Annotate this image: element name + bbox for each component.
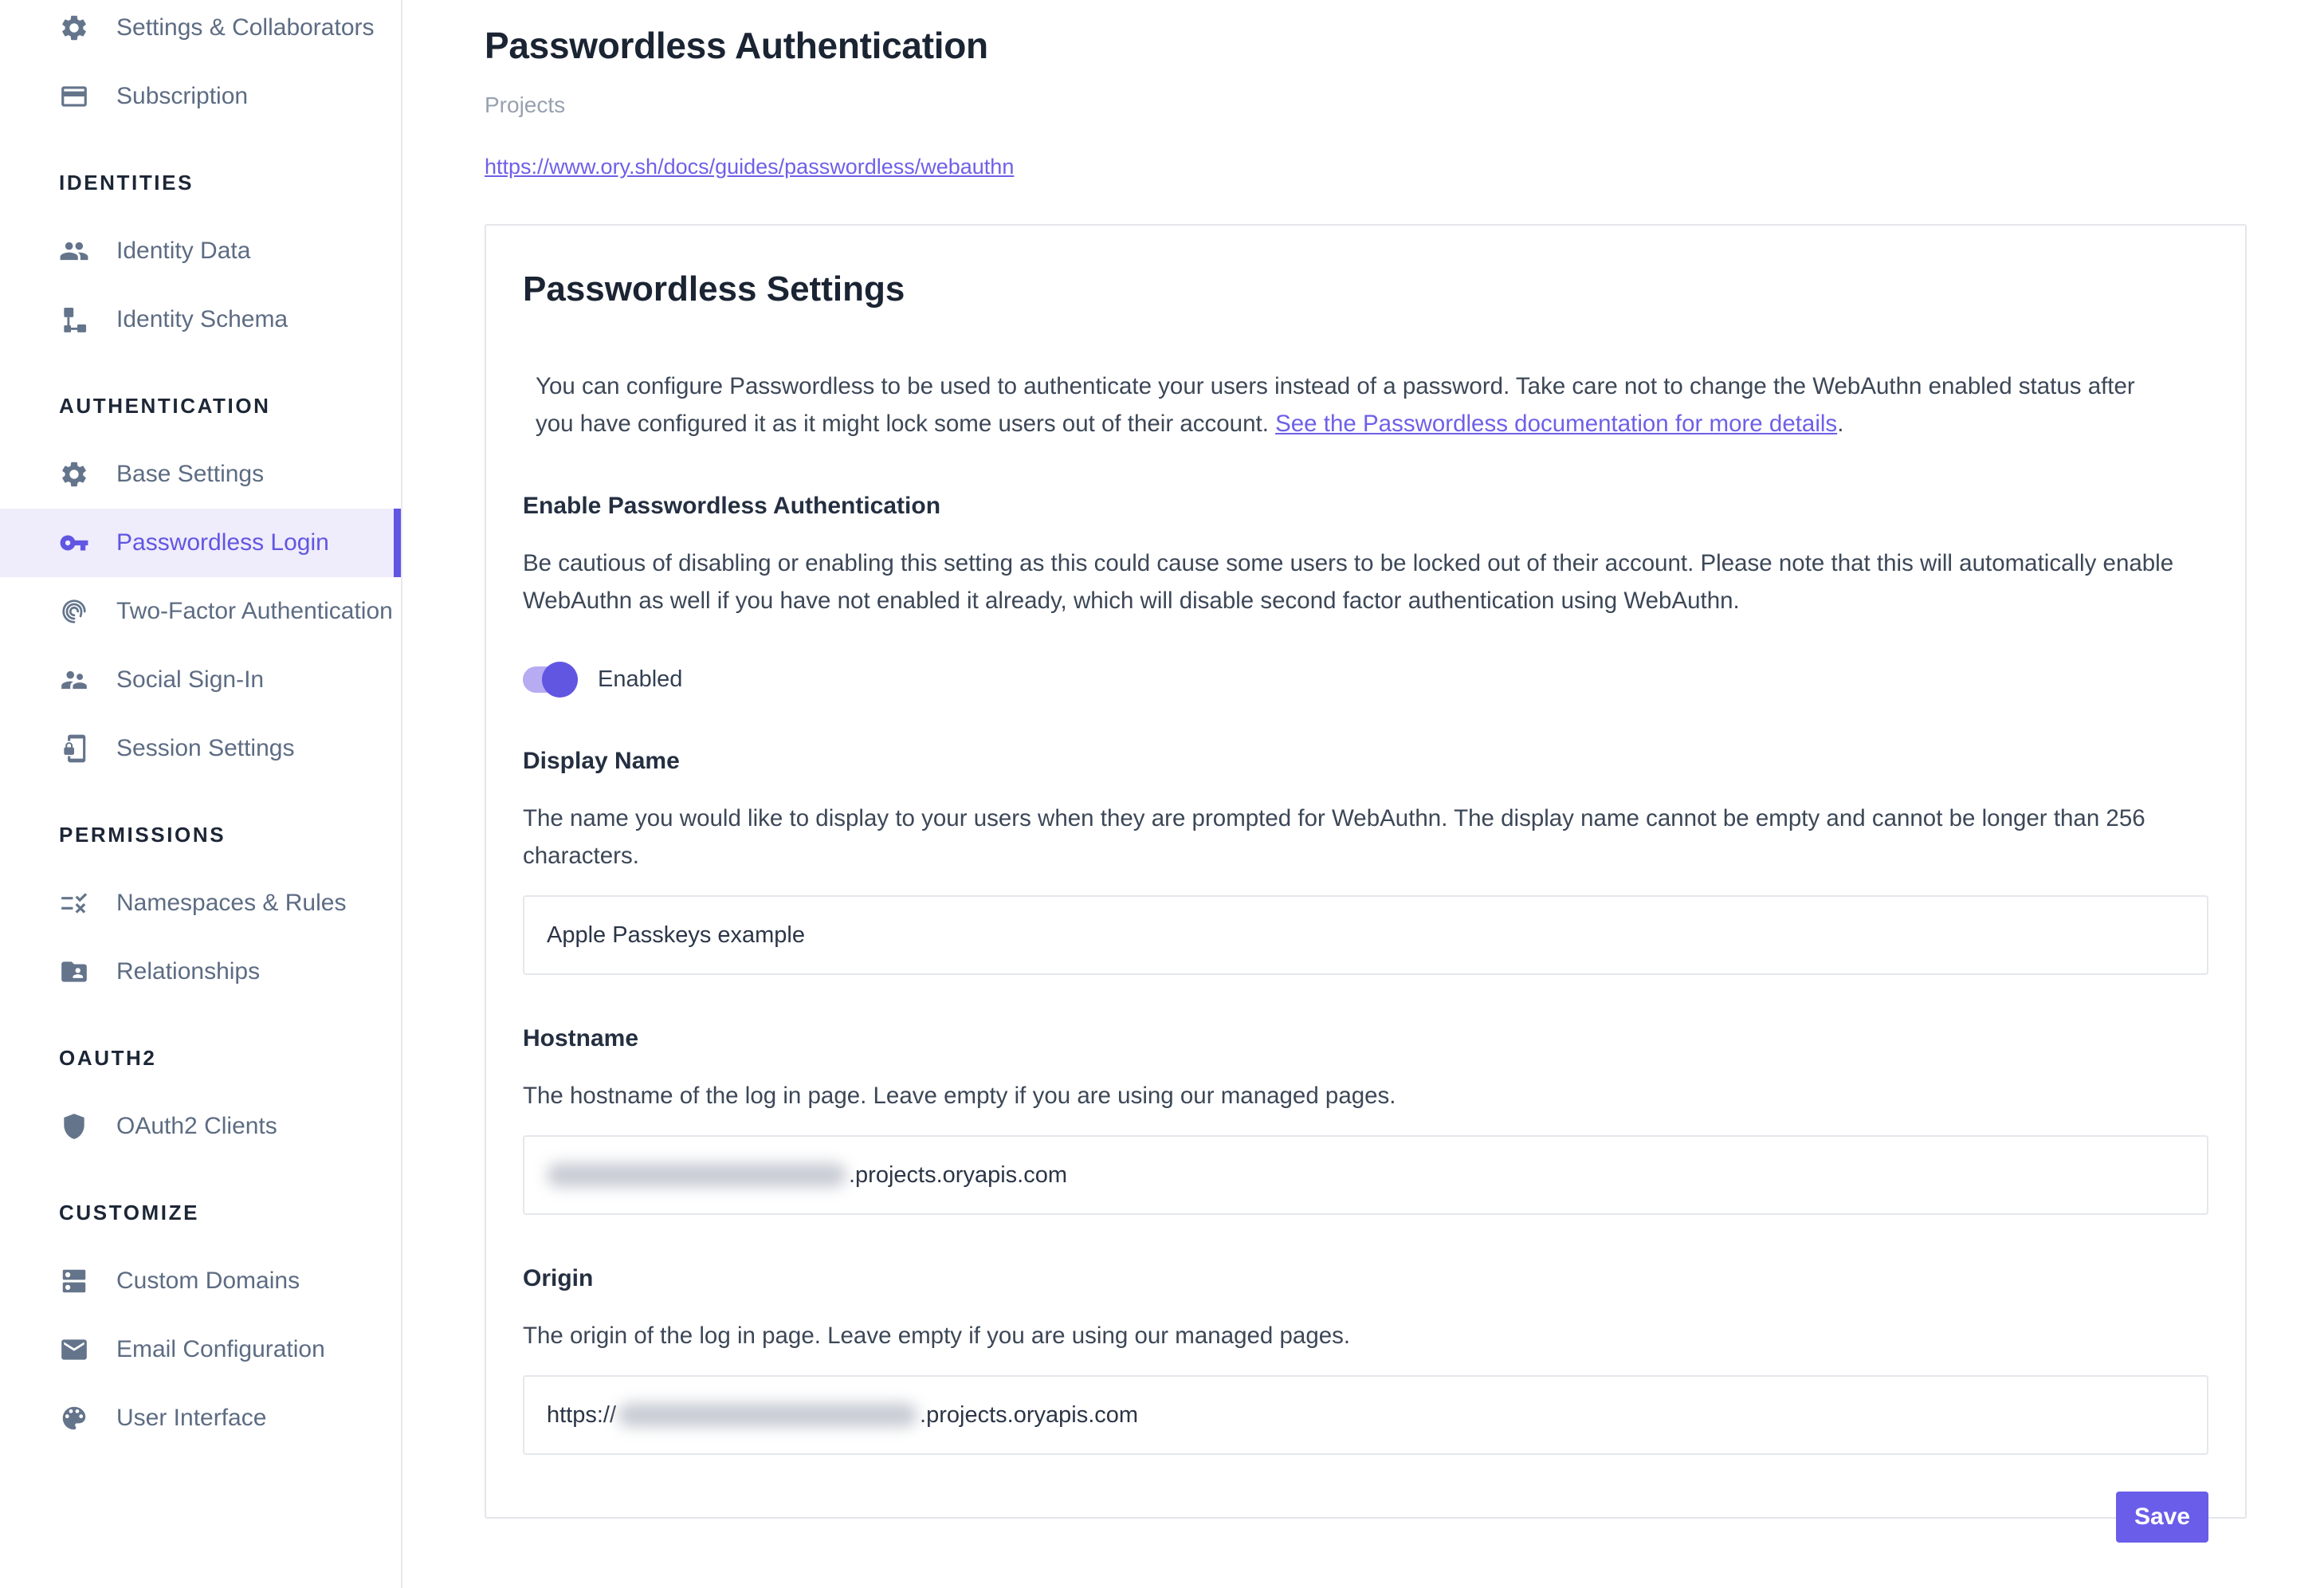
sidebar-item-label: Namespaces & Rules [116,890,347,916]
origin-visible-value: .projects.oryapis.com [920,1401,1139,1428]
sidebar-item-label: Session Settings [116,735,295,761]
sidebar-item-user-interface[interactable] [0,1384,401,1452]
sidebar-item-base-settings[interactable] [0,440,401,509]
sidebar-item-social-sign-in[interactable] [0,646,401,714]
sidebar-item-label: Passwordless Login [116,529,329,556]
sidebar-item-two-factor-authentication[interactable] [0,577,401,646]
sidebar-item-label: Custom Domains [116,1268,300,1294]
passwordless-settings-card [485,224,2247,1530]
sidebar-item-passwordless-login[interactable] [0,509,401,577]
main-content [402,0,2324,1588]
intro-paragraph [523,368,2165,442]
sidebar-item-identity-data[interactable] [0,217,401,285]
mail-icon [59,1334,89,1365]
shield-icon [59,1111,89,1142]
sidebar-item-label: Two-Factor Authentication [116,598,393,624]
palette-icon [59,1403,89,1433]
folder-person-icon [59,957,89,987]
sidebar-item-oauth2-clients[interactable] [0,1092,401,1161]
sidebar [0,0,402,1588]
sidebar-item-label: Email Configuration [116,1336,325,1362]
sidebar-item-subscription[interactable] [0,62,401,131]
sidebar-item-identity-schema[interactable] [0,285,401,354]
toggle-state-label: Enabled [598,666,683,692]
fingerprint-icon [59,596,89,627]
page-title: Passwordless Authentication [485,25,988,66]
hostname-label: Hostname [523,1025,639,1051]
sidebar-item-label: Subscription [116,83,249,109]
breadcrumb: Projects [485,92,566,117]
display-name-description: The name you would like to display to your users when they are prompted for WebAuthn. The display name cannot be empty and cannot be longer than 256 characters. [523,805,2145,869]
dns-icon [59,1266,89,1296]
redacted-text [618,1403,917,1427]
toggle-row [523,661,2208,698]
sidebar-item-namespaces-and-rules[interactable] [0,869,401,937]
card-title: Passwordless Settings [523,269,905,309]
sidebar-item-settings-and-collaborators[interactable] [0,0,401,62]
gear-icon [59,13,89,43]
origin-description: The origin of the log in page. Leave empty if you are using our managed pages. [523,1323,1351,1349]
people-duo-icon [59,665,89,695]
people-icon [59,236,89,266]
intro-text: You can configure Passwordless to be used to authenticate your users instead of a password. Take care not to change the WebAuthn enabled status after you have configured it as it might lock some users out of their account. [536,373,2135,437]
hostname-description: The hostname of the log in page. Leave empty if you are using our managed pages. [523,1083,1396,1109]
sidebar-item-label: Social Sign-In [116,666,265,693]
redacted-text [547,1163,846,1187]
docs-link[interactable]: https://www.ory.sh/docs/guides/passwordless/webauthn [485,155,1015,179]
schema-icon [59,305,89,335]
sidebar-item-custom-domains[interactable] [0,1247,401,1315]
sidebar-item-label: User Interface [116,1405,267,1431]
sidebar-section-permissions: PERMISSIONS [59,822,226,847]
save-button[interactable]: Save [2116,1492,2208,1543]
sidebar-section-authentication: AUTHENTICATION [59,393,271,418]
sidebar-section-identities: IDENTITIES [59,170,194,195]
key-icon [59,528,89,558]
phone-lock-icon [59,733,89,764]
sidebar-item-label: Identity Data [116,238,251,264]
sidebar-item-relationships[interactable] [0,937,401,1006]
origin-label: Origin [523,1265,594,1291]
toggle-knob [542,662,578,698]
origin-input[interactable] [523,1375,2208,1455]
sidebar-item-label: Relationships [116,958,261,985]
passwordless-docs-link[interactable]: See the Passwordless documentation for more details [1275,411,1838,437]
sidebar-item-label: OAuth2 Clients [116,1113,277,1139]
gear-icon [59,459,89,489]
display-name-input[interactable] [523,895,2208,975]
enable-passwordless-label: Enable Passwordless Authentication [523,493,941,519]
sidebar-section-customize: CUSTOMIZE [59,1200,200,1224]
sidebar-item-label: Settings & Collaborators [116,14,375,41]
sidebar-item-label: Identity Schema [116,306,289,332]
origin-prefix: https:// [547,1401,617,1428]
sidebar-item-email-configuration[interactable] [0,1315,401,1384]
intro-suffix: . [1837,411,1844,437]
rule-icon [59,888,89,918]
hostname-visible-value: .projects.oryapis.com [849,1162,1067,1188]
hostname-input[interactable] [523,1135,2208,1215]
enable-passwordless-description: Be cautious of disabling or enabling this setting as this could cause some users to be locked out of their account. Please note that this will automatically enable WebAuthn as well if you have not enabled it already, which will disable second factor authentication using WebAuthn. [523,550,2174,614]
credit-card-icon [59,81,89,112]
save-row [523,1492,2208,1543]
passwordless-toggle[interactable] [523,666,575,693]
sidebar-item-label: Base Settings [116,461,265,487]
display-name-label: Display Name [523,748,680,774]
sidebar-nav [0,0,401,1452]
sidebar-section-oauth2: OAUTH2 [59,1045,157,1070]
sidebar-item-session-settings[interactable] [0,714,401,783]
